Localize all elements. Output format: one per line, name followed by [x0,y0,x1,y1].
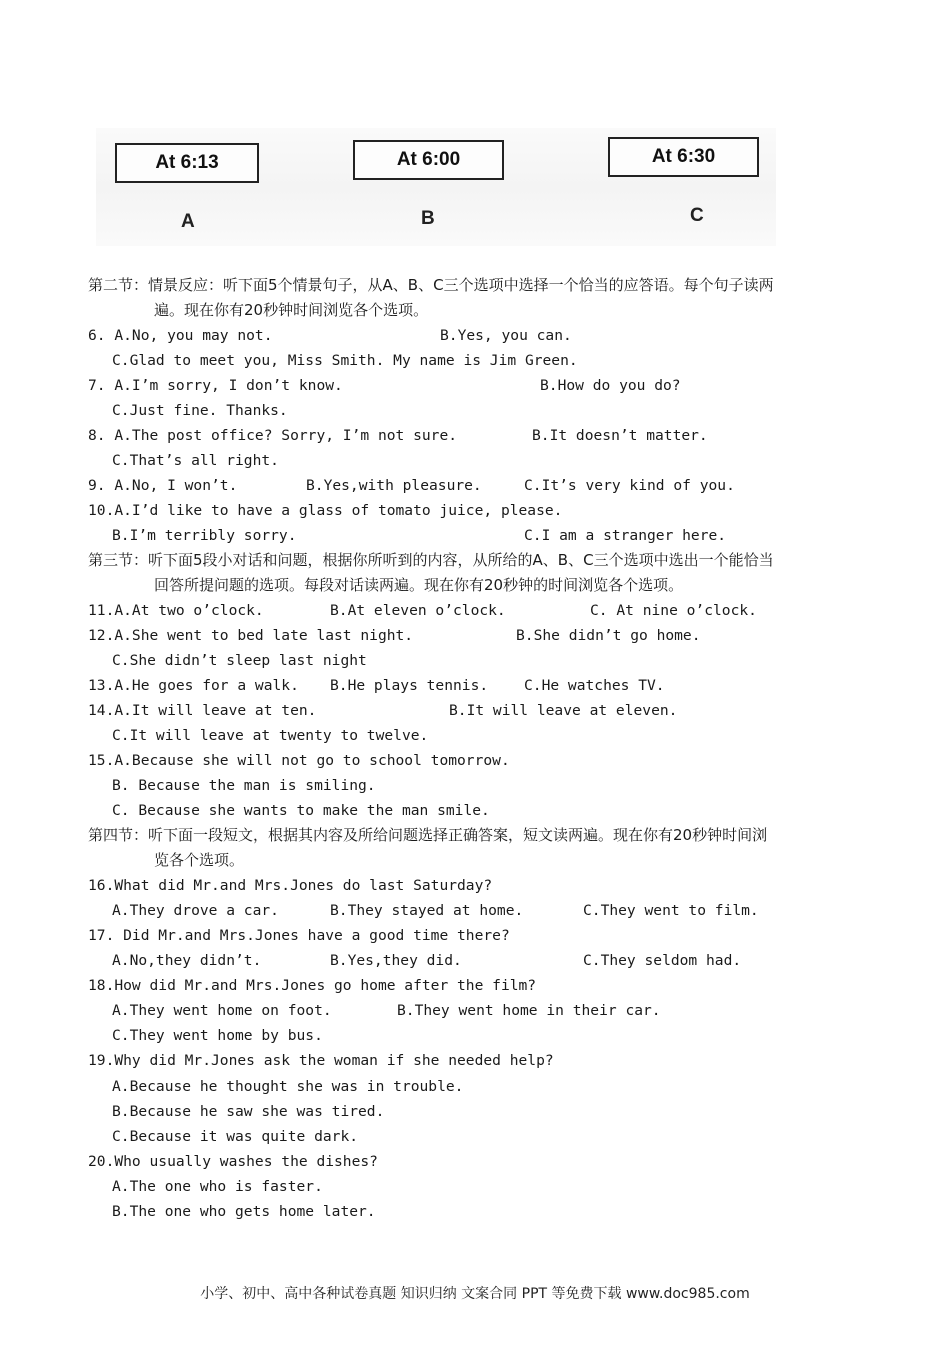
q18-option-c: C.They went home by bus. [112,1027,323,1044]
q15-option-a: 15.A.Because she will not go to school tomorrow. [88,752,510,769]
q14-option-a: 14.A.It will leave at ten. [88,702,317,719]
q7-option-c: C.Just fine. Thanks. [112,402,288,419]
q11-option-a: 11.A.At two o’clock. [88,602,264,619]
q15-option-b: B. Because the man is smiling. [112,777,376,794]
q10-option-b: B.I’m terribly sorry. [112,527,297,544]
q18-option-b: B.They went home in their car. [397,1002,661,1019]
q18-option-a: A.They went home on foot. [112,1002,332,1019]
q16-option-b: B.They stayed at home. [330,902,524,919]
q19-option-a: A.Because he thought she was in trouble. [112,1078,464,1095]
q16-option-c: C.They went to film. [583,902,759,919]
q12-option-a: 12.A.She went to bed late last night. [88,627,414,644]
page-footer: 小学、初中、高中各种试卷真题 知识归纳 文案合同 PPT 等免费下载 www.doc985.com [200,1286,750,1302]
q7-option-a: 7. A.I’m sorry, I don’t know. [88,377,343,394]
q16-option-a: A.They drove a car. [112,902,279,919]
q17-option-c: C.They seldom had. [583,952,742,969]
q8-option-a: 8. A.The post office? Sorry, I’m not sure. [88,427,458,444]
q10-option-a: 10.A.I’d like to have a glass of tomato juice, please. [88,502,563,519]
q16-question: 16.What did Mr.and Mrs.Jones do last Saturday? [88,877,493,894]
q6-option-a: 6. A.No, you may not. [88,327,273,344]
option-letter-a: A [181,211,195,232]
option-letter-b: B [421,208,435,229]
option-letter-c: C [690,205,704,226]
time-box-b: At 6:00 [353,140,504,180]
section4-heading-line2: 览各个选项。 [154,851,245,869]
q8-option-c: C.That’s all right. [112,452,279,469]
section4-heading-line1: 第四节：听下面一段短文，根据其内容及所给问题选择正确答案，短文读两遍。现在你有20秒钟时间浏 [88,826,768,844]
q14-option-c: C.It will leave at twenty to twelve. [112,727,429,744]
q6-option-c: C.Glad to meet you, Miss Smith. My name is Jim Green. [112,352,578,369]
q8-option-b: B.It doesn’t matter. [532,427,708,444]
q13-option-b: B.He plays tennis. [330,677,489,694]
q17-option-b: B.Yes,they did. [330,952,462,969]
q19-question: 19.Why did Mr.Jones ask the woman if she needed help? [88,1052,554,1069]
q14-option-b: B.It will leave at eleven. [449,702,678,719]
q19-option-c: C.Because it was quite dark. [112,1128,359,1145]
q20-question: 20.Who usually washes the dishes? [88,1153,378,1170]
q19-option-b: B.Because he saw she was tired. [112,1103,385,1120]
q9-option-b: B.Yes,with pleasure. [306,477,482,494]
q9-option-a: 9. A.No, I won’t. [88,477,238,494]
q17-option-a: A.No,they didn’t. [112,952,262,969]
q20-option-a: A.The one who is faster. [112,1178,323,1195]
q20-option-b: B.The one who gets home later. [112,1203,376,1220]
q17-question: 17. Did Mr.and Mrs.Jones have a good time there? [88,927,510,944]
q7-option-b: B.How do you do? [540,377,681,394]
q15-option-c: C. Because she wants to make the man smile. [112,802,490,819]
q6-option-b: B.Yes, you can. [440,327,572,344]
q12-option-b: B.She didn’t go home. [516,627,701,644]
section2-heading-line1: 第二节：情景反应：听下面5个情景句子，从A、B、C三个选项中选择一个恰当的应答语。每个句子读两 [88,276,774,294]
section3-heading-line2: 回答所提问题的选项。每段对话读两遍。现在你有20秒钟的时间浏览各个选项。 [154,576,684,594]
q18-question: 18.How did Mr.and Mrs.Jones go home after the film? [88,977,537,994]
q10-option-c: C.I am a stranger here. [524,527,727,544]
q12-option-c: C.She didn’t sleep last night [112,652,367,669]
section2-heading-line2: 遍。现在你有20秒钟时间浏览各个选项。 [154,301,429,319]
q13-option-c: C.He watches TV. [524,677,665,694]
time-box-c: At 6:30 [608,137,759,177]
q11-option-c: C. At nine o’clock. [590,602,757,619]
q11-option-b: B.At eleven o’clock. [330,602,506,619]
section3-heading-line1: 第三节：听下面5段小对话和问题，根据你所听到的内容，从所给的A、B、C三个选项中选出一个能恰当 [88,551,774,569]
q13-option-a: 13.A.He goes for a walk. [88,677,299,694]
time-box-a: At 6:13 [115,143,259,183]
q9-option-c: C.It’s very kind of you. [524,477,735,494]
